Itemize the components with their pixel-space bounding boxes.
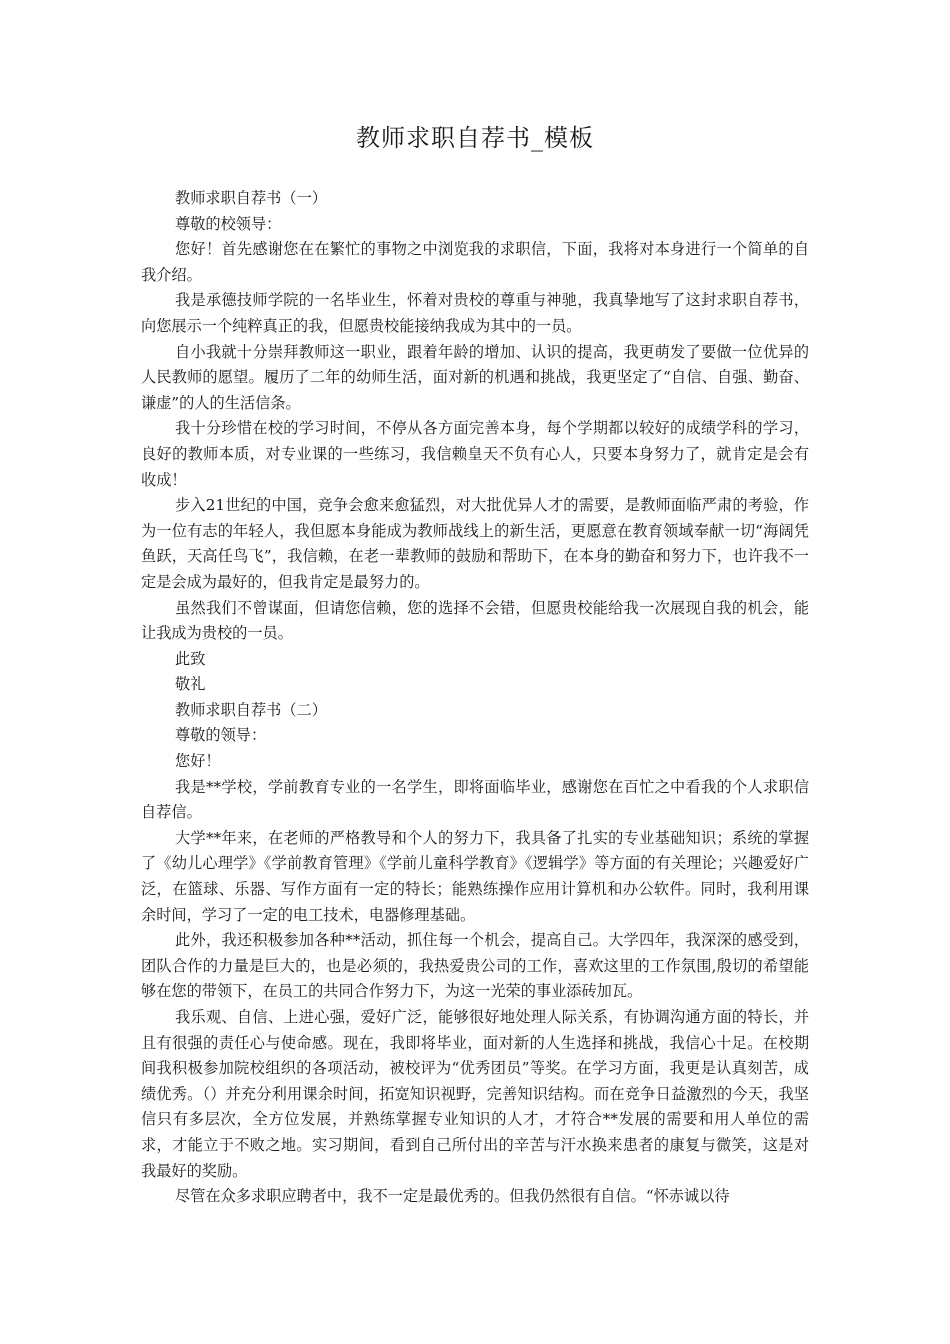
- heading-letter-2: 教师求职自荐书（二）: [175, 700, 327, 719]
- salutation-1: 尊敬的校领导：: [175, 214, 282, 233]
- paragraph: 虽然我们不曾谋面，但请您信赖，您的选择不会错，但愿贵校能给我一次展现自我的机会，能让我成为贵校的一员。: [141, 598, 809, 643]
- closing-line: 敬礼: [175, 675, 206, 694]
- paragraph: 步入21世纪的中国，竞争会愈来愈猛烈，对大批优异人才的需要，是教师面临严肃的考验，作为一位有志的年轻人，我但愿本身能成为教师战线上的新生活，更愿意在教育领域奉献一切“海阔凭鱼跃，天高任鸟飞”，我信赖，在老一辈教师的鼓励和帮助下，在本身的勤奋和努力下，也许我不一定是会成为最好的，但我肯定是最努力的。: [141, 496, 809, 591]
- paragraph: 我乐观、自信、上进心强，爱好广泛，能够很好地处理人际关系，有协调沟通方面的特长，并且有很强的责任心与使命感。现在，我即将毕业，面对新的人生选择和挑战，我信心十足。在校期间我积极参加院校组织的各项活动，被校评为“优秀团员”等奖。在学习方面，我更是认真刻苦，成绩优秀。（）并充分利用课余时间，拓宽知识视野，完善知识结构。而在竞争日益激烈的今天，我坚信只有多层次，全方位发展，并熟练掌握专业知识的人才，才符合**发展的需要和用人单位的需求，才能立于不败之地。实习期间，看到自己所付出的辛苦与汗水换来患者的康复与微笑，这是对我最好的奖励。: [141, 1008, 809, 1180]
- paragraph: 此外，我还积极参加各种**活动，抓住每一个机会，提高自己。大学四年，我深深的感受到，团队合作的力量是巨大的，也是必须的，我热爱贵公司的工作，喜欢这里的工作氛围,殷切的希望能够在您的带领下，在员工的共同合作努力下，为这一光荣的事业添砖加瓦。: [141, 931, 809, 1001]
- paragraph: 自小我就十分崇拜教师这一职业，跟着年龄的增加、认识的提高，我更萌发了要做一位优异的人民教师的愿望。履历了二年的幼师生活，面对新的机遇和挑战，我更坚定了“自信、自强、勤奋、谦虚”的人的生活信条。: [141, 342, 809, 412]
- paragraph: 我十分珍惜在校的学习时间，不停从各方面完善本身，每个学期都以较好的成绩学科的学习，良好的教师本质，对专业课的一些练习，我信赖皇天不负有心人，只要本身努力了，就肯定是会有收成！: [141, 419, 809, 489]
- heading-letter-1: 教师求职自荐书（一）: [175, 189, 327, 207]
- paragraph: 我是承德技师学院的一名毕业生，怀着对贵校的尊重与神驰，我真挚地写了这封求职自荐书，向您展示一个纯粹真正的我，但愿贵校能接纳我成为其中的一员。: [141, 291, 809, 335]
- paragraph: 尽管在众多求职应聘者中，我不一定是最优秀的。但我仍然很有自信。“怀赤诚以待: [175, 1187, 730, 1206]
- paragraph: 您好！首先感谢您在在繁忙的事物之中浏览我的求职信，下面，我将对本身进行一个简单的自我介绍。: [141, 240, 809, 284]
- paragraph: 大学**年来，在老师的严格教导和个人的努力下，我具备了扎实的专业基础知识；系统的掌握了《幼儿心理学》《学前教育管理》《学前儿童科学教育》《逻辑学》等方面的有关理论；兴趣爱好广泛，在篮球、乐器、写作方面有一定的特长；能熟练操作应用计算机和办公软件。同时，我利用课余时间，学习了一定的电工技术，电器修理基础。: [141, 828, 809, 924]
- salutation-2: 尊敬的领导：: [175, 726, 267, 745]
- paragraph: 我是**学校，学前教育专业的一名学生，即将面临毕业，感谢您在百忙之中看我的个人求职信自荐信。: [141, 777, 809, 822]
- document-title: 教师求职自荐书_模板: [356, 124, 594, 152]
- closing-line: 此致: [175, 649, 206, 668]
- document-body: [141, 186, 809, 1210]
- greeting: 您好！: [175, 752, 221, 771]
